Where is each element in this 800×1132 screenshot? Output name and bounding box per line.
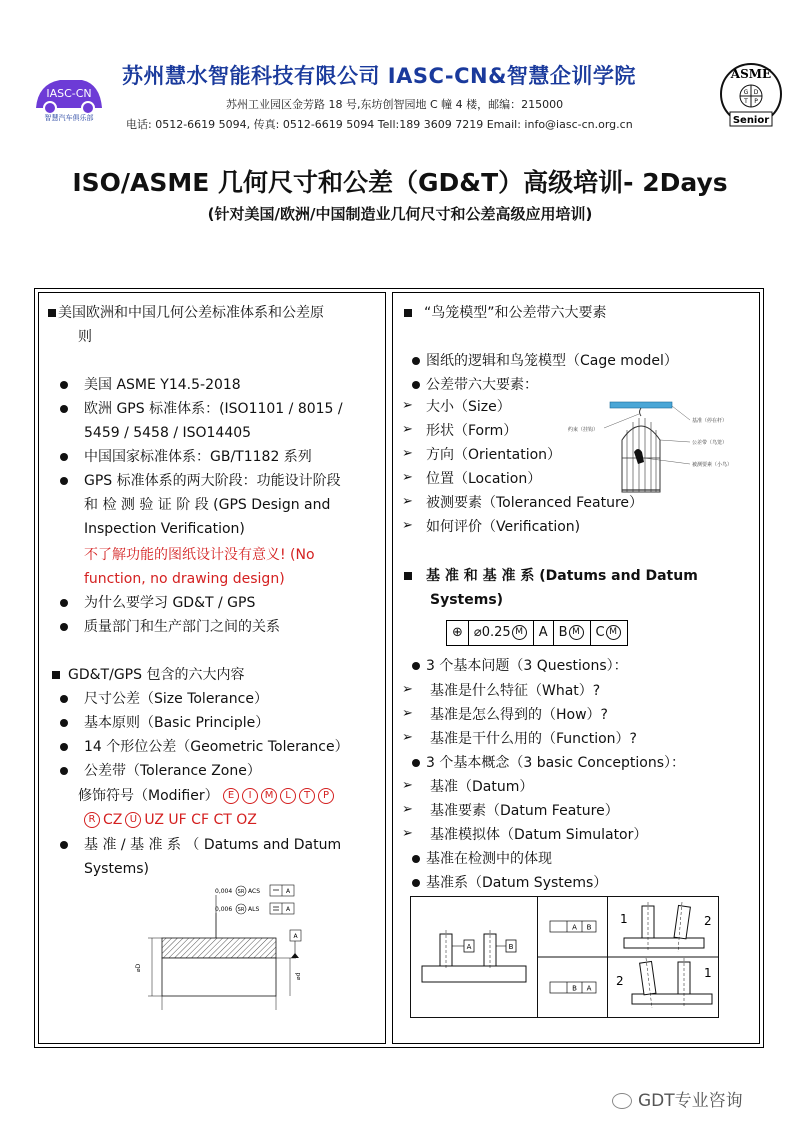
list-item: 基 准 / 基 准 系 （ Datums and Datum [84,837,342,853]
list-item: 和 检 测 验 证 阶 段 (GPS Design and [84,497,331,513]
modifier-m: M [261,788,277,804]
bullet [60,477,68,485]
logo-left-text: IASC-CN [46,87,92,100]
left-sec2-title: GD&T/GPS 包含的六大内容 [68,667,245,683]
cage-label-zone: 公差带（鸟笼） [692,440,728,446]
arrow-icon: ➢ [402,422,413,437]
bullet [412,357,420,365]
company-contact: 电话: 0512-6619 5094, 传真: 0512-6619 5094 Tell:189 3609 7219 Email: info@iasc-cn.org.cn [126,118,633,131]
list-item: 为什么要学习 GD&T / GPS [84,595,256,611]
modifier-rest: UZ UF CF CT OZ [144,812,257,828]
right-b4: 基准系（Datum Systems） [426,875,608,891]
fcf-datum-c [591,621,627,645]
page-title: ISO/ASME 几何尺寸和公差（GD&T）高级培训- 2Days [72,168,728,197]
watermark [612,1086,743,1111]
fig-number: 2 [704,914,712,928]
arrow-icon: ➢ [402,802,413,817]
datum-b-tag: B [508,943,514,951]
element-item: 大小（Size） [426,399,511,415]
cage-label-datum: 基准（停在杆） [692,418,728,424]
modifier-label: 修饰符号（Modifier） [78,788,219,804]
dim-left: ⌀D [135,963,142,972]
arrow-icon: ➢ [402,682,413,697]
datum-systems-figures [410,896,720,1018]
bullet [60,743,68,751]
fcf-mod3: M [606,625,621,640]
bullet [60,719,68,727]
arrow-icon: ➢ [402,446,413,461]
bullet [60,599,68,607]
fcf1-datum: A [285,888,291,895]
list-item: 基本原则（Basic Principle） [84,715,270,731]
iasc-logo [30,70,108,122]
fcf-mod1: M [512,625,527,640]
bullet [412,381,420,389]
element-item: 如何评价（Verification) [426,519,581,535]
list-item: 5459 / 5458 / ISO14405 [84,425,252,441]
modifier-row-2 [84,811,257,829]
arrow-icon: ➢ [402,470,413,485]
arrow-icon: ➢ [402,398,413,413]
frame2-datum1: B [572,984,577,993]
section-square [404,309,412,317]
bullet [60,841,68,849]
right-b1: 图纸的逻辑和鸟笼模型（Cage model） [426,353,678,369]
arrow-icon: ➢ [402,778,413,793]
bullet [412,662,420,670]
fig-number: 1 [620,912,628,926]
logo-letter-p: P [754,98,758,105]
element-item: 方向（Orientation） [426,447,562,463]
logo-left-sub: 智慧汽车俱乐部 [44,114,94,122]
section-square [48,309,56,317]
list-item: 质量部门和生产部门之间的关系 [84,619,280,635]
modifier-r: R [84,812,100,828]
fcf-datum-a: A [534,621,554,645]
list-item: 中国国家标准体系：GB/T1182 系列 [84,449,312,465]
page-subtitle: (针对美国/欧洲/中国制造业几何尺寸和公差高级应用培训) [207,205,593,223]
bullet [412,855,420,863]
datum-a-label: A [293,933,298,940]
modifier-l: L [280,788,296,804]
right-sec2-title-1: 基 准 和 基 准 系 (Datums and Datum [426,568,698,584]
section-square [404,572,412,580]
logo-letter-d: D [753,89,759,96]
modifier-t: T [299,788,315,804]
left-sec1-title-1: 美国欧洲和中国几何公差标准体系和公差原 [58,305,324,321]
logo-letter-g: G [743,89,749,96]
list-item-red: function, no drawing design) [84,571,285,587]
list-item: 美国 ASME Y14.5-2018 [84,377,241,393]
fig-number: 2 [616,974,624,988]
bullet [60,405,68,413]
question-item: 基准是干什么用的（Function）? [430,731,637,747]
list-item-red: 不了解功能的图纸设计没有意义! (No [84,547,315,563]
dim-right: ⌀d [295,972,302,980]
fcf2-datum: A [285,906,291,913]
list-item: 尺寸公差（Size Tolerance） [84,691,268,707]
list-item: 公差带（Tolerance Zone） [84,763,261,779]
list-item: GPS 标准体系的两大阶段：功能设计阶段 [84,473,341,489]
question-item: 基准是怎么得到的（How）? [430,707,608,723]
bullet [60,453,68,461]
right-sec1-title: “鸟笼模型”和公差带六大要素 [424,305,607,321]
birdcage-illustration [566,398,742,498]
right-b3: 基准在检测中的体现 [426,851,552,867]
datum-a-tag: A [466,943,472,951]
right-b2: 公差带六大要素： [426,377,538,393]
fcf-value: ⌀0.25 [473,625,511,640]
arrow-icon: ➢ [402,518,413,533]
questions-title: 3 个基本问题（3 Questions）： [426,658,628,674]
logo-senior: Senior [732,115,770,126]
arrow-icon: ➢ [402,826,413,841]
arrow-icon: ➢ [402,730,413,745]
logo-letter-t: T [744,98,748,105]
bullet [412,879,420,887]
bullet [60,381,68,389]
fcf1-value: 0,004 [215,888,233,895]
element-item: 位置（Location） [426,471,542,487]
size-tolerance-drawing [120,882,320,1022]
company-address: 苏州工业园区金芳路 18 号,东坊创智园地 C 幢 4 楼，邮编：215000 [226,98,564,111]
fcf-datum-c-letter: C [595,625,605,640]
frame2-datum2: A [586,984,592,993]
concepts-title: 3 个基本概念（3 basic Conceptions）： [426,755,686,771]
watermark-text: GDT专业咨询 [638,1091,743,1111]
element-item: 被测要素（Toleranced Feature） [426,495,643,511]
wechat-icon [612,1093,632,1109]
arrow-icon: ➢ [402,494,413,509]
modifier-u: U [125,812,141,828]
cage-label-feature: 被测要素（小鸟） [692,462,733,468]
company-name: 苏州慧水智能科技有限公司 IASC-CN&智慧企训学院 [122,64,636,88]
fcf2-mod: SR [237,907,245,913]
modifier-i: I [242,788,258,804]
modifier-cz: CZ [103,812,123,828]
arrow-icon: ➢ [402,706,413,721]
concept-item: 基准模拟体（Datum Simulator） [430,827,648,843]
section-square [52,671,60,679]
logo-asme: ASME [730,67,772,81]
fig-number: 1 [704,966,712,980]
right-sec2-title-2: Systems) [430,592,504,608]
fcf-datum-b-letter: B [558,625,568,640]
list-item: Systems) [84,861,149,877]
list-item: 欧洲 GPS 标准体系：(ISO1101 / 8015 / [84,401,343,417]
list-item: 14 个形位公差（Geometric Tolerance） [84,739,349,755]
modifier-row [78,787,337,805]
fcf2-value: 0,006 [215,906,233,913]
left-sec1-title-2: 则 [78,329,92,345]
frame1-datum2: B [586,923,592,932]
question-item: 基准是什么特征（What）? [430,683,601,699]
asme-logo [718,58,784,130]
frame1-datum1: A [572,923,577,932]
concept-item: 基准（Datum） [430,779,534,795]
fcf1-suffix: ACS [248,888,260,895]
list-item: Inspection Verification) [84,521,245,537]
cage-label-constraint: 约束（挂钩） [568,427,599,433]
fcf-tolerance [469,621,534,645]
bullet [60,695,68,703]
fcf-datum-b [554,621,591,645]
fcf2-suffix: ALS [248,906,260,913]
concept-item: 基准要素（Datum Feature） [430,803,619,819]
fcf1-mod: SR [237,889,245,895]
bullet [60,623,68,631]
element-item: 形状（Form） [426,423,518,439]
bullet [60,767,68,775]
feature-control-frame [446,620,628,646]
modifier-p: P [318,788,334,804]
modifier-e: E [223,788,239,804]
fcf-position-symbol: ⊕ [447,621,469,645]
fcf-mod2: M [569,625,584,640]
bullet [412,759,420,767]
